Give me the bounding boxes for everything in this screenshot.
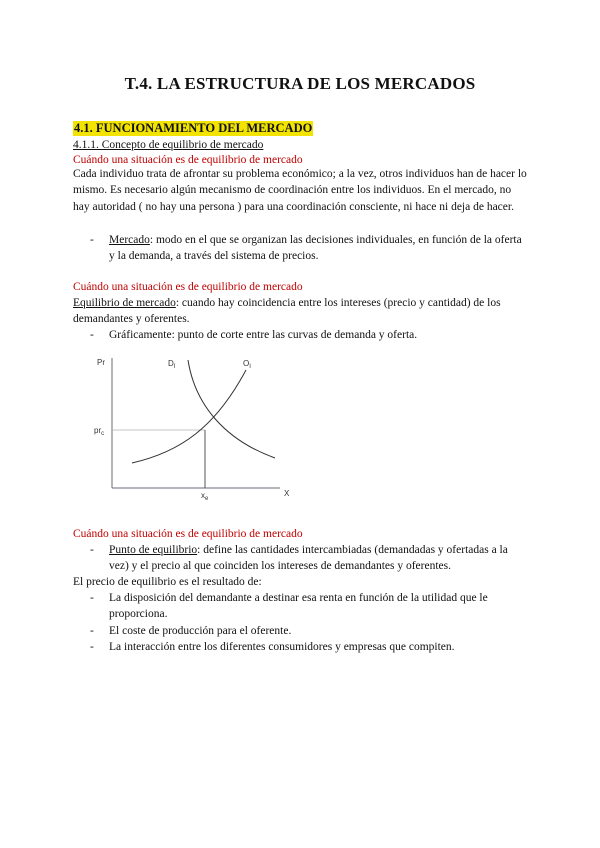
demand-curve <box>188 360 275 458</box>
bullet-text: : define las cantidades intercambiadas (demandadas y ofertadas a la vez) y el precio al que coinciden los intereses de demandantes y oferentes. <box>109 544 508 573</box>
subsection-heading: 4.1.1. Concepto de equilibrio de mercado <box>73 139 264 151</box>
supply-curve-subscript: I <box>249 364 251 370</box>
list-item <box>73 542 528 575</box>
block2-bullets <box>73 327 528 343</box>
bullet-text: La interacción entre los diferentes consumidores y empresas que compiten. <box>109 640 455 653</box>
list-item <box>73 623 528 639</box>
supply-curve-label <box>243 359 251 370</box>
block2-paragraph <box>73 295 528 328</box>
block2-heading: Cuándo una situación es de equilibrio de mercado <box>73 281 303 293</box>
equilibrium-price-label <box>94 426 104 437</box>
bullet-dash: - <box>90 329 94 341</box>
block2-definition: : cuando hay coincidencia entre los intereses (precio y cantidad) de los demandantes y oferentes. <box>73 297 501 326</box>
y-axis-label: Pr <box>97 358 105 367</box>
equilibrium-price-letter: pr <box>94 426 102 435</box>
bullet-text: La disposición del demandante a destinar esa renta en función de la utilidad que le proporciona. <box>109 592 488 621</box>
supply-curve-letter: O <box>243 359 250 368</box>
page-title: T.4. LA ESTRUCTURA DE LOS MERCADOS <box>124 74 476 93</box>
block3-heading: Cuándo una situación es de equilibrio de mercado <box>73 528 303 540</box>
bullet-dash: - <box>90 640 94 653</box>
list-item <box>73 232 528 265</box>
bullet-dash: - <box>90 624 94 637</box>
bullet-term: Punto de equilibrio <box>109 544 198 556</box>
list-item <box>73 590 528 623</box>
bullet-term: Mercado <box>109 234 150 246</box>
equilibrium-quantity-label <box>201 491 209 502</box>
block3-bullets <box>73 542 528 575</box>
list-item <box>73 639 528 655</box>
equilibrium-quantity-subscript: e <box>205 496 209 502</box>
block1-bullets <box>73 232 528 265</box>
bullet-dash: - <box>90 592 94 604</box>
bullet-dash: - <box>90 544 94 556</box>
supply-demand-graph <box>90 350 305 505</box>
bullet-dash: - <box>90 234 94 246</box>
block3-intro: El precio de equilibrio es el resultado de: <box>73 576 262 588</box>
demand-curve-label <box>168 359 176 370</box>
demand-curve-letter: D <box>168 359 174 368</box>
equilibrium-price-subscript: c <box>101 431 105 437</box>
bullet-text: El coste de producción para el oferente. <box>109 624 292 637</box>
equilibrium-quantity-letter: x <box>201 491 205 500</box>
x-axis-label: X <box>284 489 290 498</box>
section-heading: 4.1. FUNCIONAMIENTO DEL MERCADO <box>74 121 313 135</box>
demand-curve-subscript: I <box>173 364 176 370</box>
block2-term: Equilibrio de mercado <box>73 297 176 309</box>
bullet-text: : modo en el que se organizan las decisiones individuales, en función de la oferta y la demanda, a través del sistema de precios. <box>109 234 522 263</box>
bullet-text: Gráficamente: punto de corte entre las curvas de demanda y oferta. <box>109 329 418 341</box>
block3-list <box>73 590 528 655</box>
list-item <box>73 327 528 343</box>
supply-curve <box>132 370 246 463</box>
block1-heading: Cuándo una situación es de equilibrio de mercado <box>73 154 303 166</box>
block1-paragraph: Cada individuo trata de afrontar su problema económico; a la vez, otros individuos han de hacer lo mismo. Es necesario algún mecanismo de coordinación entre los individuos. En el mercado, no hay autoridad ( no hay una persona ) para una coordinación consciente, ni hace ni deja de hacer. <box>73 168 527 213</box>
